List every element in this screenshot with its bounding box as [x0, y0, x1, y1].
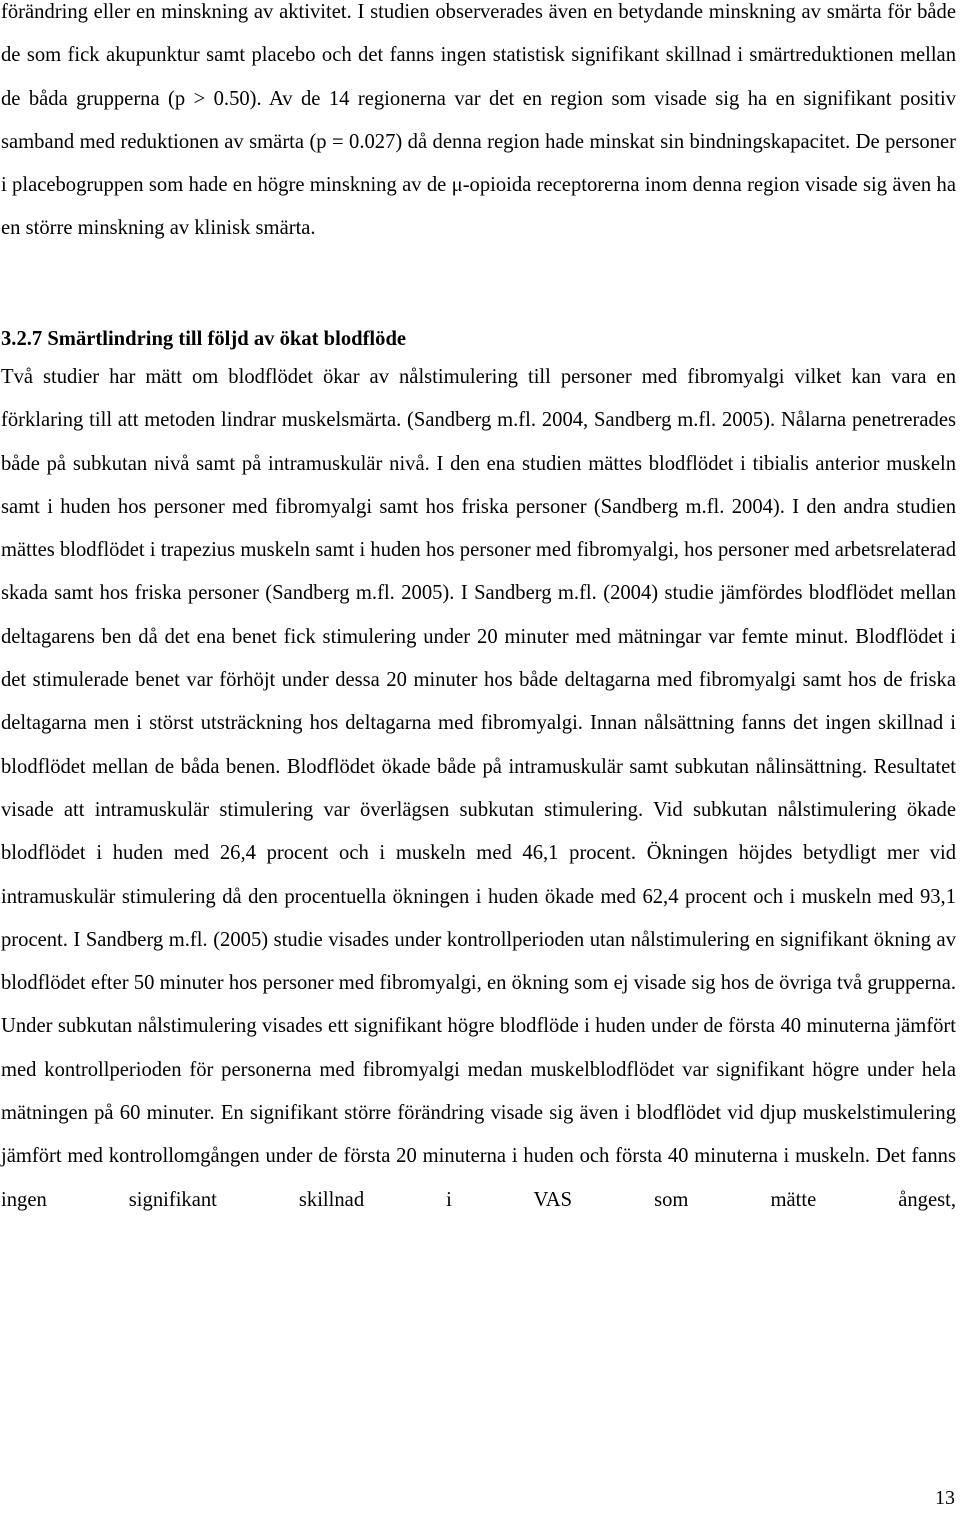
body-paragraph-1: förändring eller en minskning av aktivitet. I studien observerades även en betydande minskning av smärta för både de som fick akupunktur samt placebo och det fanns ingen statistisk signifikant skillnad i smärtreduktionen mellan de båda grupperna (p > 0.50). Av de 14 regionerna var det en region som visade sig ha en signifikant positiv samband med reduktionen av smärta (p = 0.027) då denna region hade minskat sin bindningskapacitet. De personer i placebogruppen som hade en högre minskning av de μ-opioida receptorerna inom denna region visade sig även ha en större minskning av klinisk smärta.	[1, 1, 956, 240]
section-heading: 3.2.7 Smärtlindring till följd av ökat blodflöde	[1, 328, 407, 350]
page-number: 13	[935, 1487, 955, 1509]
body-paragraph-2: Två studier har mätt om blodflödet ökar av nålstimulering till personer med fibromyalgi vilket kan vara en förklaring till att metoden lindrar muskelsmärta. (Sandberg m.fl. 2004, Sandberg m.fl. 2005). Nålarna penetrerades både på subkutan nivå samt på intramuskulär nivå. I den ena studien mättes blodflödet i tibialis anterior muskeln samt i huden hos personer med fibromyalgi samt hos friska personer (Sandberg m.fl. 2004). I den andra studien mättes blodflödet i trapezius muskeln samt i huden hos personer med fibromyalgi, hos personer med arbetsrelaterad skada samt hos friska personer (Sandberg m.fl. 2005). I Sandberg m.fl. (2004) studie jämfördes blodflödet mellan deltagarens ben då det ena benet fick stimulering under 20 minuter med mätningar var femte minut. Blodflödet i det stimulerade benet var förhöjt under dessa 20 minuter hos både deltagarna med fibromyalgi samt hos de friska deltagarna men i störst utsträckning hos deltagarna med fibromyalgi. Innan nålsättning fanns det ingen skillnad i blodflödet mellan de båda benen. Blodflödet ökade både på intramuskulär samt subkutan nålinsättning. Resultatet visade att intramuskulär stimulering var överlägsen subkutan stimulering. Vid subkutan nålstimulering ökade blodflödet i huden med 26,4 procent och i muskeln med 46,1 procent. Ökningen höjdes betydligt mer vid intramuskulär stimulering då den procentuella ökningen i huden ökade med 62,4 procent och i muskeln med 93,1 procent. I Sandberg m.fl. (2005) studie visades under kontrollperioden utan nålstimulering en signifikant ökning av blodflödet efter 50 minuter hos personer med fibromyalgi, en ökning som ej visade sig hos de övriga två grupperna. Under subkutan nålstimulering visades ett signifikant högre blodflöde i huden under de första 40 minuterna jämfört med kontrollperioden för personerna med fibromyalgi medan muskelblodflödet var signifikant högre under hela mätningen på 60 minuter. En signifikant större förändring visade sig även i blodflödet vid djup muskelstimulering jämfört med kontrollomgången under de första 20 minuterna i huden och första 40 minuterna i muskeln. Det fanns ingen signifikant skillnad i VAS som mätte ångest,	[1, 366, 956, 1211]
